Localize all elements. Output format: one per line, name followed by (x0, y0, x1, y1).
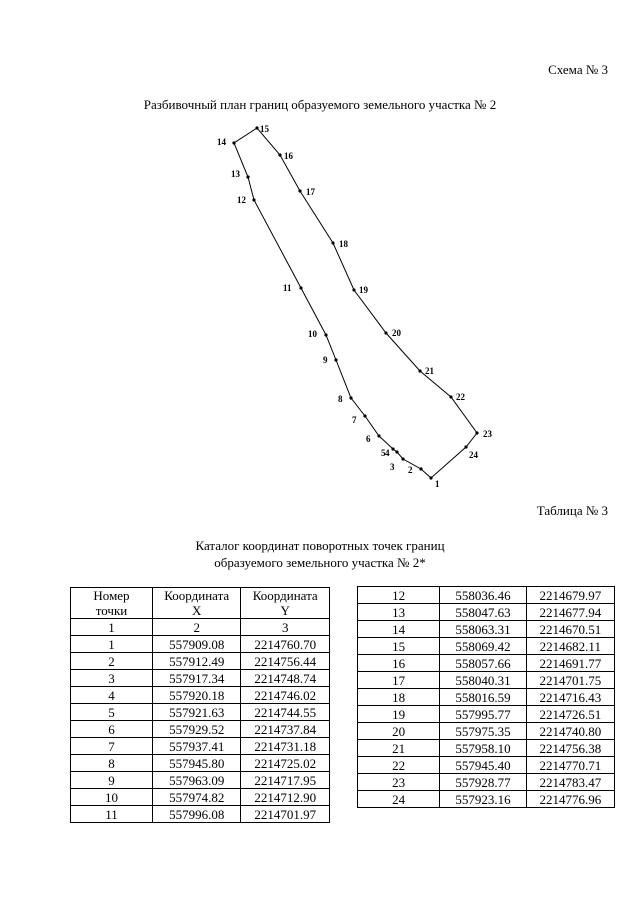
table-header-row (71, 588, 330, 619)
boundary-point-marker (419, 467, 422, 470)
coordinate-x-cell: 557963.09 (153, 772, 241, 789)
table-row (358, 757, 615, 774)
table-row (71, 772, 330, 789)
header-coordinate-y: Координата Y (241, 588, 330, 619)
coordinate-x-cell: 557974.82 (153, 789, 241, 806)
boundary-point-marker (352, 288, 355, 291)
boundary-point-label: 10 (308, 329, 317, 339)
index-cell: 2 (153, 619, 241, 636)
boundary-point-marker (232, 141, 235, 144)
catalog-title-line-2: образуемого земельного участка № 2* (214, 555, 426, 570)
catalog-title-line-1: Каталог координат поворотных точек границ (195, 538, 445, 553)
index-cell: 3 (241, 619, 330, 636)
coordinate-y-cell: 2214731.18 (241, 738, 330, 755)
table-row (358, 791, 615, 808)
coordinate-y-cell: 2214712.90 (241, 789, 330, 806)
coordinate-y-cell: 2214737.84 (241, 721, 330, 738)
table-row (71, 653, 330, 670)
boundary-point-label: 15 (260, 124, 269, 134)
coordinate-y-cell: 2214748.74 (241, 670, 330, 687)
table-row (358, 689, 615, 706)
boundary-point-marker (464, 445, 467, 448)
point-number-cell: 22 (358, 757, 440, 774)
point-number-cell: 3 (71, 670, 153, 687)
coordinate-x-cell: 557929.52 (153, 721, 241, 738)
boundary-point-label: 23 (483, 429, 492, 439)
boundary-point-label: 12 (237, 195, 246, 205)
point-number-cell: 1 (71, 636, 153, 653)
point-number-cell: 20 (358, 723, 440, 740)
coordinate-y-cell: 2214717.95 (241, 772, 330, 789)
coordinate-x-cell: 557921.63 (153, 704, 241, 721)
coordinate-x-cell: 557928.77 (440, 774, 526, 791)
boundary-point-label: 18 (339, 239, 348, 249)
coordinate-y-cell: 2214776.96 (526, 791, 614, 808)
point-number-cell: 14 (358, 621, 440, 638)
boundary-point-marker (349, 396, 352, 399)
header-coordinate-x: Координата X (153, 588, 241, 619)
boundary-point-marker (429, 476, 432, 479)
coordinate-x-cell: 557923.16 (440, 791, 526, 808)
coordinate-y-cell: 2214682.11 (526, 638, 614, 655)
point-number-cell: 13 (358, 604, 440, 621)
coordinate-x-cell: 557920.18 (153, 687, 241, 704)
table-row (71, 704, 330, 721)
coordinate-x-cell: 557917.34 (153, 670, 241, 687)
point-number-cell: 16 (358, 655, 440, 672)
point-number-cell: 23 (358, 774, 440, 791)
boundary-point-marker (377, 434, 380, 437)
boundary-point-marker (246, 175, 249, 178)
table-row (71, 687, 330, 704)
coordinate-x-cell: 557958.10 (440, 740, 526, 757)
boundary-point-marker (475, 431, 478, 434)
coordinates-table-right (357, 586, 615, 808)
coordinate-y-cell: 2214783.47 (526, 774, 614, 791)
coordinate-x-cell: 557945.80 (153, 755, 241, 772)
parcel-boundary (234, 128, 477, 478)
point-number-cell: 7 (71, 738, 153, 755)
coordinate-y-cell: 2214701.97 (241, 806, 330, 823)
boundary-point-label: 8 (338, 394, 343, 404)
plan-title: Разбивочный план границ образуемого земельного участка № 2 (143, 97, 497, 112)
coordinate-x-cell: 557996.08 (153, 806, 241, 823)
coordinate-y-cell: 2214725.02 (241, 755, 330, 772)
point-number-cell: 11 (71, 806, 153, 823)
table-index-row (71, 619, 330, 636)
coordinate-y-cell: 2214701.75 (526, 672, 614, 689)
catalog-title (0, 537, 640, 571)
boundary-point-label: 1 (435, 479, 440, 489)
point-number-cell: 24 (358, 791, 440, 808)
coordinate-x-cell: 558063.31 (440, 621, 526, 638)
boundary-point-label: 19 (359, 285, 368, 295)
point-number-cell: 21 (358, 740, 440, 757)
boundary-point-marker (363, 414, 366, 417)
boundary-point-marker (298, 189, 301, 192)
table-row (358, 587, 615, 604)
point-number-cell: 17 (358, 672, 440, 689)
table-row (358, 604, 615, 621)
boundary-point-marker (334, 358, 337, 361)
table-row (358, 740, 615, 757)
coordinate-y-cell: 2214770.71 (526, 757, 614, 774)
table-row (71, 721, 330, 738)
point-number-cell: 10 (71, 789, 153, 806)
coordinate-x-cell: 557995.77 (440, 706, 526, 723)
boundary-point-label: 24 (469, 450, 478, 460)
point-number-cell: 18 (358, 689, 440, 706)
coordinate-y-cell: 2214760.70 (241, 636, 330, 653)
coordinate-x-cell: 557909.08 (153, 636, 241, 653)
table-row (358, 655, 615, 672)
table-label: Таблица № 3 (536, 503, 608, 518)
table-row (358, 774, 615, 791)
header-point-number: Номер точки (71, 588, 153, 619)
boundary-point-label: 22 (456, 392, 465, 402)
table-row (358, 672, 615, 689)
coordinate-y-cell: 2214746.02 (241, 687, 330, 704)
boundary-point-label: 4 (385, 448, 390, 458)
coordinate-x-cell: 558047.63 (440, 604, 526, 621)
coordinate-y-cell: 2214744.55 (241, 704, 330, 721)
coordinate-x-cell: 558057.66 (440, 655, 526, 672)
coordinates-table-left (70, 587, 330, 823)
table-row (71, 806, 330, 823)
boundary-point-marker (255, 126, 258, 129)
coordinate-y-cell: 2214726.51 (526, 706, 614, 723)
coordinate-y-cell: 2214691.77 (526, 655, 614, 672)
table-row (358, 621, 615, 638)
boundary-point-label: 14 (217, 137, 226, 147)
boundary-point-label: 13 (231, 169, 240, 179)
point-number-cell: 2 (71, 653, 153, 670)
boundary-point-marker (391, 447, 394, 450)
coordinate-y-cell: 2214756.38 (526, 740, 614, 757)
coordinate-x-cell: 558040.31 (440, 672, 526, 689)
table-row (71, 636, 330, 653)
table-row (358, 706, 615, 723)
point-number-cell: 15 (358, 638, 440, 655)
boundary-point-marker (324, 333, 327, 336)
boundary-point-label: 16 (284, 151, 293, 161)
boundary-point-marker (299, 286, 302, 289)
boundary-points (217, 124, 493, 489)
coordinate-y-cell: 2214677.94 (526, 604, 614, 621)
point-number-cell: 4 (71, 687, 153, 704)
table-row (358, 723, 615, 740)
boundary-point-marker (384, 331, 387, 334)
boundary-point-label: 2 (408, 465, 413, 475)
coordinate-x-cell: 557912.49 (153, 653, 241, 670)
boundary-point-marker (331, 241, 334, 244)
boundary-point-marker (278, 153, 281, 156)
boundary-point-label: 3 (390, 462, 395, 472)
boundary-point-marker (449, 395, 452, 398)
coordinate-x-cell: 557975.35 (440, 723, 526, 740)
coordinate-y-cell: 2214670.51 (526, 621, 614, 638)
coordinate-y-cell: 2214740.80 (526, 723, 614, 740)
scheme-label: Схема № 3 (548, 62, 608, 77)
point-number-cell: 9 (71, 772, 153, 789)
boundary-point-label: 9 (323, 355, 328, 365)
boundary-point-label: 21 (425, 366, 434, 376)
point-number-cell: 19 (358, 706, 440, 723)
boundary-point-marker (395, 450, 398, 453)
coordinate-x-cell: 558036.46 (440, 587, 526, 604)
point-number-cell: 5 (71, 704, 153, 721)
boundary-point-label: 7 (352, 415, 357, 425)
coordinate-x-cell: 557937.41 (153, 738, 241, 755)
coordinate-y-cell: 2214679.97 (526, 587, 614, 604)
boundary-point-marker (401, 457, 404, 460)
coordinate-y-cell: 2214716.43 (526, 689, 614, 706)
table-row (71, 738, 330, 755)
boundary-point-marker (418, 369, 421, 372)
boundary-point-label: 6 (366, 434, 371, 444)
table-row (71, 789, 330, 806)
point-number-cell: 12 (358, 587, 440, 604)
coordinate-y-cell: 2214756.44 (241, 653, 330, 670)
table-row (71, 670, 330, 687)
index-cell: 1 (71, 619, 153, 636)
table-row (358, 638, 615, 655)
coordinate-x-cell: 558016.59 (440, 689, 526, 706)
boundary-point-label: 5 (381, 448, 386, 458)
coordinate-x-cell: 557945.40 (440, 757, 526, 774)
boundary-point-label: 17 (306, 187, 315, 197)
boundary-point-marker (252, 198, 255, 201)
coordinate-x-cell: 558069.42 (440, 638, 526, 655)
boundary-point-label: 11 (283, 283, 292, 293)
boundary-point-label: 20 (392, 328, 401, 338)
table-row (71, 755, 330, 772)
point-number-cell: 6 (71, 721, 153, 738)
point-number-cell: 8 (71, 755, 153, 772)
